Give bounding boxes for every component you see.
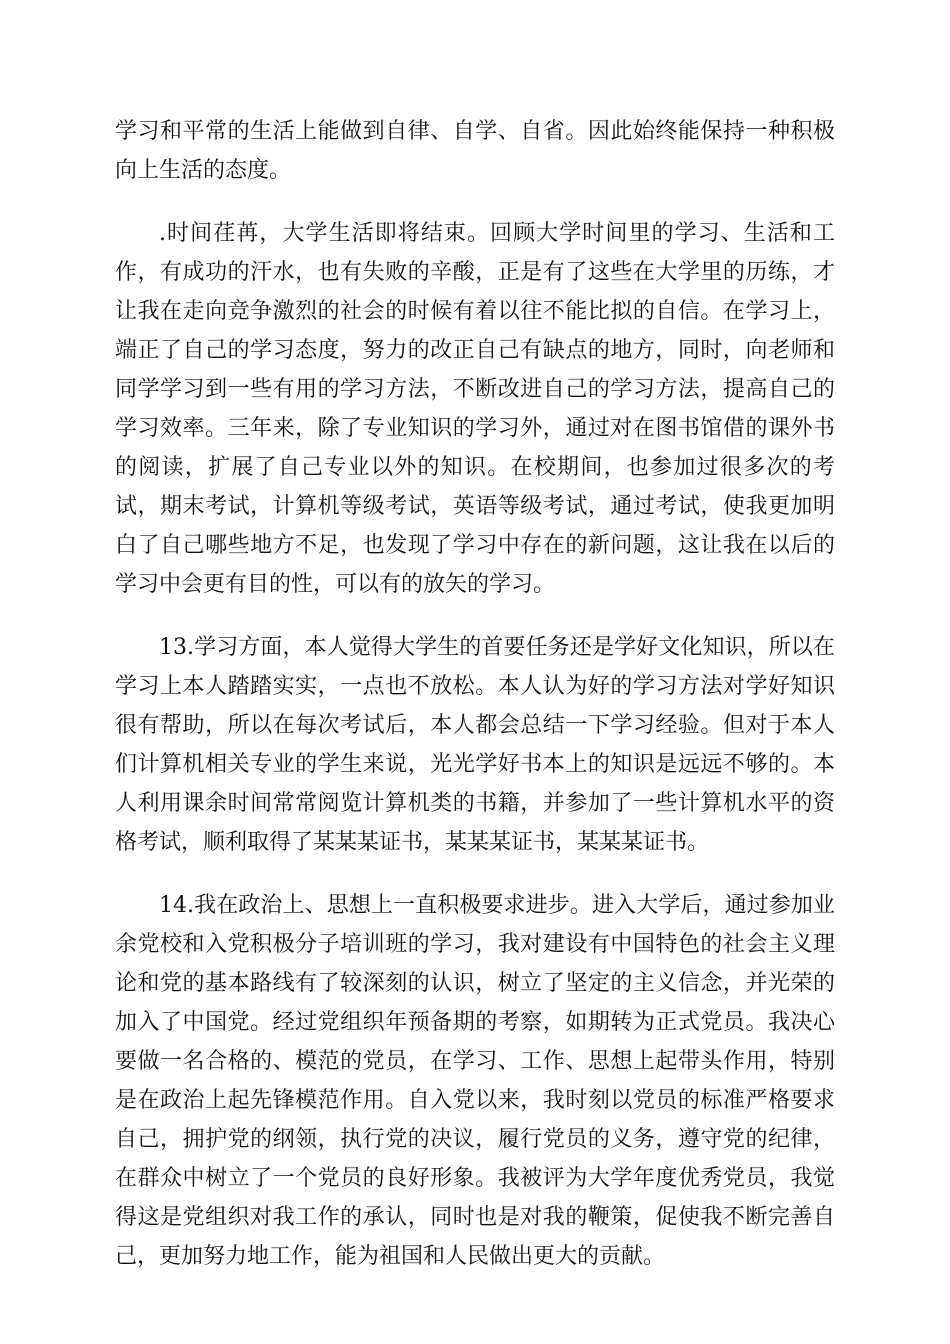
paragraph-14-politics: 14.我在政治上、思想上一直积极要求进步。进入大学后，通过参加业余党校和入党积极分子培训班的学习，我对建设有中国特色的社会主义理论和党的基本路线有了较深刻的认识，树立了坚定的主义信念，并光荣的加入了中国党。经过党组织年预备期的考察，如期转为正式党员。我决心要做一名合格的、模范的党员，在学习、工作、思想上起带头作用，特别是在政治上起先锋模范作用。自入党以来，我时刻以党员的标准严格要求自己，拥护党的纲领，执行党的决议，履行党员的义务，遵守党的纪律，在群众中树立了一个党员的良好形象。我被评为大学年度优秀党员，我觉得这是党组织对我工作的承认，同时也是对我的鞭策，促使我不断完善自己，更加努力地工作，能为祖国和人民做出更大的贡献。	[115, 893, 835, 1269]
paragraph-13-study: 13.学习方面，本人觉得大学生的首要任务还是学好文化知识，所以在学习上本人踏踏实实，一点也不放松。本人认为好的学习方法对学好知识很有帮助，所以在每次考试后，本人都会总结一下学习经验。但对于本人们计算机相关专业的学生来说，光光学好书本上的知识是远远不够的。本人利用课余时间常常阅览计算机类的书籍，并参加了一些计算机水平的资格考试，顺利取得了某某某证书，某某某证书，某某某证书。	[115, 635, 835, 855]
paragraph-continuation: 学习和平常的生活上能做到自律、自学、自省。因此始终能保持一种积极向上生活的态度。	[115, 119, 835, 183]
document-body	[115, 112, 835, 1300]
paragraph-reflection: .时间荏苒，大学生活即将结束。回顾大学时间里的学习、生活和工作，有成功的汗水，也有失败的辛酸，正是有了这些在大学里的历练，才让我在走向竞争激烈的社会的时候有着以往不能比拟的自信。在学习上，端正了自己的学习态度，努力的改正自己有缺点的地方，同时，向老师和同学学习到一些有用的学习方法，不断改进自己的学习方法，提高自己的学习效率。三年来，除了专业知识的学习外，通过对在图书馆借的课外书的阅读，扩展了自己专业以外的知识。在校期间，也参加过很多次的考试，期末考试，计算机等级考试，英语等级考试，通过考试，使我更加明白了自己哪些地方不足，也发现了学习中存在的新问题，这让我在以后的学习中会更有目的性，可以有的放矢的学习。	[115, 221, 835, 597]
